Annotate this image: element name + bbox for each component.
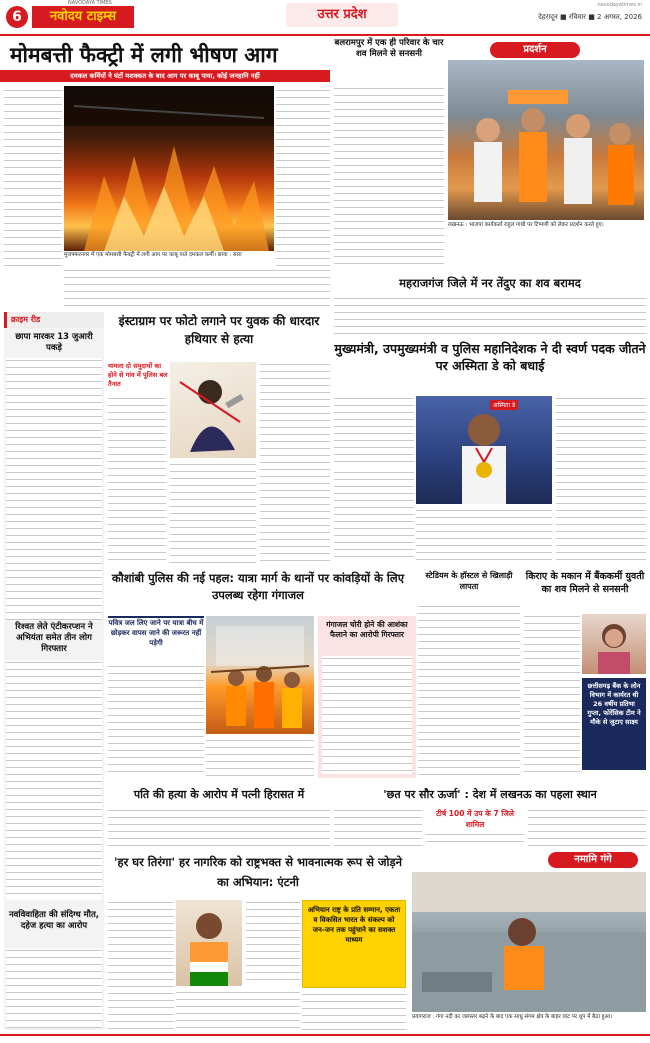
bank-box-text: छत्तीसगढ़ बैंक के लोन विभाग में कार्यरत थी 26 वर्षीय प्रतिभा गुप्ता, फोरेंसिक टीम ने मौके से जुटाए साक्ष्य xyxy=(587,682,641,726)
wife-body xyxy=(108,808,330,848)
tiranga-body-4 xyxy=(302,992,406,1030)
bottom-rule xyxy=(0,1034,650,1036)
medal-headline-text: मुख्यमंत्री, उपमुख्यमंत्री व पुलिस महानिदेशक ने दी स्वर्ण पदक जीतने पर अस्मिता डे को बधाई xyxy=(334,341,646,373)
bank-headline xyxy=(524,570,646,610)
section-title-text: उत्तर प्रदेश xyxy=(317,7,367,22)
pradarshan-label xyxy=(490,42,580,58)
lead-subhead-text: दमकल कर्मियों ने घंटों मशक्कत के बाद आग पर काबू पाया, कोई जनहानि नहीं xyxy=(70,72,260,80)
maharajganj-headline-text: महराजगंज जिले में नर तेंदुए का शव बरामद xyxy=(399,276,581,290)
balrampur-headline-text: बलरामपुर में एक ही परिवार के चार शव मिलने से सनसनी xyxy=(334,38,444,59)
gangajal-headline: गंगाजल चोरी होने की आशंका फैलाने का आरोपी गिरफ्तार xyxy=(326,620,408,639)
lead-subhead xyxy=(0,70,330,82)
tiranga-body-1 xyxy=(108,900,174,1030)
balrampur-headline xyxy=(334,38,444,82)
lead-body-bottom xyxy=(64,268,330,308)
ganga-caption: प्रयागराज : गंगा नदी का जलस्तर बढ़ने के बाद एक साधु संगम क्षेत्र के बाहर घाट पर धूप में बैठा हुआ। xyxy=(412,1014,613,1020)
medal-body-2 xyxy=(334,470,414,562)
lead-headline xyxy=(0,40,330,70)
medal-body-4 xyxy=(416,508,552,562)
instagram-body-3 xyxy=(260,362,330,564)
pradarshan-caption: लखनऊ : भाजपा कार्यकर्ता राहुल गांधी पर टिप्पणी को लेकर प्रदर्शन करते हुए। xyxy=(448,222,604,228)
instagram-photo xyxy=(170,362,256,458)
crime-item-3-body xyxy=(6,948,102,1028)
paper-tag: NAVODAYA TIMES xyxy=(68,0,112,6)
instagram-headline-text: इंस्टाग्राम पर फोटो लगाने पर युवक की धारदार हथियार से हत्या xyxy=(118,314,320,346)
tiranga-headline-text: 'हर घर तिरंगा' हर नागरिक को राष्ट्रभक्त से भावनात्मक रूप से जोड़ने का अभियान: एंटनी xyxy=(113,855,403,889)
crime-item-2-headline: रिश्वत लेते एंटीकरप्शन ने अभियंता समेत तीन लोग गिरफ्तार xyxy=(15,622,93,654)
tiranga-body-2 xyxy=(176,990,300,1030)
instagram-body-2 xyxy=(170,462,256,564)
ganga-photo xyxy=(412,872,646,1012)
antony-photo-svg xyxy=(176,900,242,986)
rooftop-body-2 xyxy=(426,832,524,848)
rooftop-body-1 xyxy=(334,808,422,848)
instagram-headline xyxy=(108,312,330,356)
tiranga-headline xyxy=(108,852,408,896)
kanwar-photo xyxy=(206,616,314,734)
maharajganj-headline xyxy=(334,272,646,294)
medal-photo xyxy=(416,396,552,504)
page-number: 6 xyxy=(6,6,28,28)
crime-item-2-body xyxy=(6,660,102,900)
medal-photo-svg xyxy=(416,396,552,504)
tiranga-body-3 xyxy=(246,900,300,986)
instagram-sub-text: मामला दो समुदायों का होने से गांव में पुलिस बल तैनात xyxy=(108,362,168,388)
pradarshan-photo xyxy=(448,60,644,220)
medal-body-3 xyxy=(556,396,646,562)
rooftop-sub-text: टीर्ष 100 में उप के 7 जिले शामिल xyxy=(436,809,514,829)
fire-photo xyxy=(64,86,274,251)
pradarshan-photo-svg xyxy=(448,60,644,220)
wife-headline-text: पति की हत्या के आरोप में पत्नी हिरासत में xyxy=(133,788,305,801)
kaushambi-headline-text: कौशांबी पुलिस की नई पहल: यात्रा मार्ग के थानों पर कांवड़ियों के लिए उपलब्ध रहेगा गंगाजल xyxy=(111,571,405,602)
lead-body-col-2 xyxy=(276,88,330,266)
stadium-headline-text: स्टेडियम के हॉस्टल से खिलाड़ी लापता xyxy=(425,571,513,591)
crime-box xyxy=(4,312,104,1030)
fire-photo-caption: मुजफ्फरनगर में एक मोमबत्ती फैक्ट्री में लगी आग पर काबू पाते दमकल कर्मी। छाया : सारा xyxy=(64,252,242,258)
wife-headline xyxy=(108,784,330,806)
crime-item-3-headline: नवविवाहिता की संदिग्ध मौत, दहेज हत्या का आरोप xyxy=(8,910,100,931)
rooftop-body-3 xyxy=(528,808,646,848)
instagram-body-1 xyxy=(108,396,166,564)
stadium-body xyxy=(418,604,520,778)
kaushambi-sub-text: पवित्र जल लिए जाने पर यात्रा बीच में छोड़कर वापस जाने की जरूरत नहीं पड़ेगी xyxy=(108,619,204,647)
rooftop-headline-text: 'छत पर सौर ऊर्जा' : देश में लखनऊ का पहला स्थान xyxy=(383,788,597,801)
website: navodayatimes.in xyxy=(597,2,642,8)
crime-label-text: क्राइम रीड xyxy=(11,315,41,324)
kaushambi-body-2 xyxy=(206,738,314,778)
fire-photo-svg xyxy=(64,86,274,251)
namami-label-text: नमामि गंगे xyxy=(574,854,612,865)
kaushambi-body-1 xyxy=(108,664,204,776)
crime-item-1-body xyxy=(6,358,102,620)
dateline: देहरादून ■ रविवार ■ 2 अगस्त, 2026 xyxy=(538,13,642,21)
ganga-photo-svg xyxy=(412,872,646,1012)
kaushambi-sub xyxy=(108,616,204,660)
instagram-sub xyxy=(108,362,168,392)
gangajal-body xyxy=(322,656,412,774)
maharajganj-body xyxy=(334,296,646,334)
stadium-headline xyxy=(418,570,520,600)
lead-headline-text: मोमबत्ती फैक्ट्री में लगी भीषण आग xyxy=(10,43,278,67)
section-title xyxy=(286,3,398,27)
quote-text: अभियान राष्ट्र के प्रति सम्मान, एकता व विकसित भारत के संकल्प को जन-जन तक पहुंचाने का सशक्त माध्यम xyxy=(307,906,401,944)
masthead xyxy=(0,0,650,36)
namami-label xyxy=(548,852,638,868)
logo xyxy=(32,6,134,28)
kanwar-photo-svg xyxy=(206,616,314,734)
bank-victim-photo-svg xyxy=(582,614,646,674)
antony-photo xyxy=(176,900,242,986)
logo-text: नवोदय टाइम्स xyxy=(49,9,117,24)
medal-headline xyxy=(334,340,646,390)
pradarshan-label-text: प्रदर्शन xyxy=(523,44,547,55)
lead-body-col xyxy=(4,88,62,266)
rooftop-headline xyxy=(334,784,646,806)
balrampur-body xyxy=(334,86,444,266)
medal-body-1 xyxy=(334,396,414,468)
bank-body-1 xyxy=(524,614,580,674)
instagram-photo-svg xyxy=(170,362,256,458)
quote-box xyxy=(302,900,406,988)
kaushambi-headline xyxy=(108,570,408,614)
bank-victim-photo xyxy=(582,614,646,674)
bank-headline-text: किराए के मकान में बैंककर्मी युवती का शव मिलने से सनसनी xyxy=(525,571,645,595)
rooftop-sub xyxy=(426,808,524,830)
bank-body-2 xyxy=(524,678,580,778)
bank-box xyxy=(582,678,646,770)
gangajal-box xyxy=(318,616,416,778)
crime-item-1-headline: छापा मारकर 13 जुआरी पकड़े xyxy=(15,332,93,353)
crime-label xyxy=(4,312,104,328)
medal-photo-caption: अस्मिता डे xyxy=(490,400,518,410)
